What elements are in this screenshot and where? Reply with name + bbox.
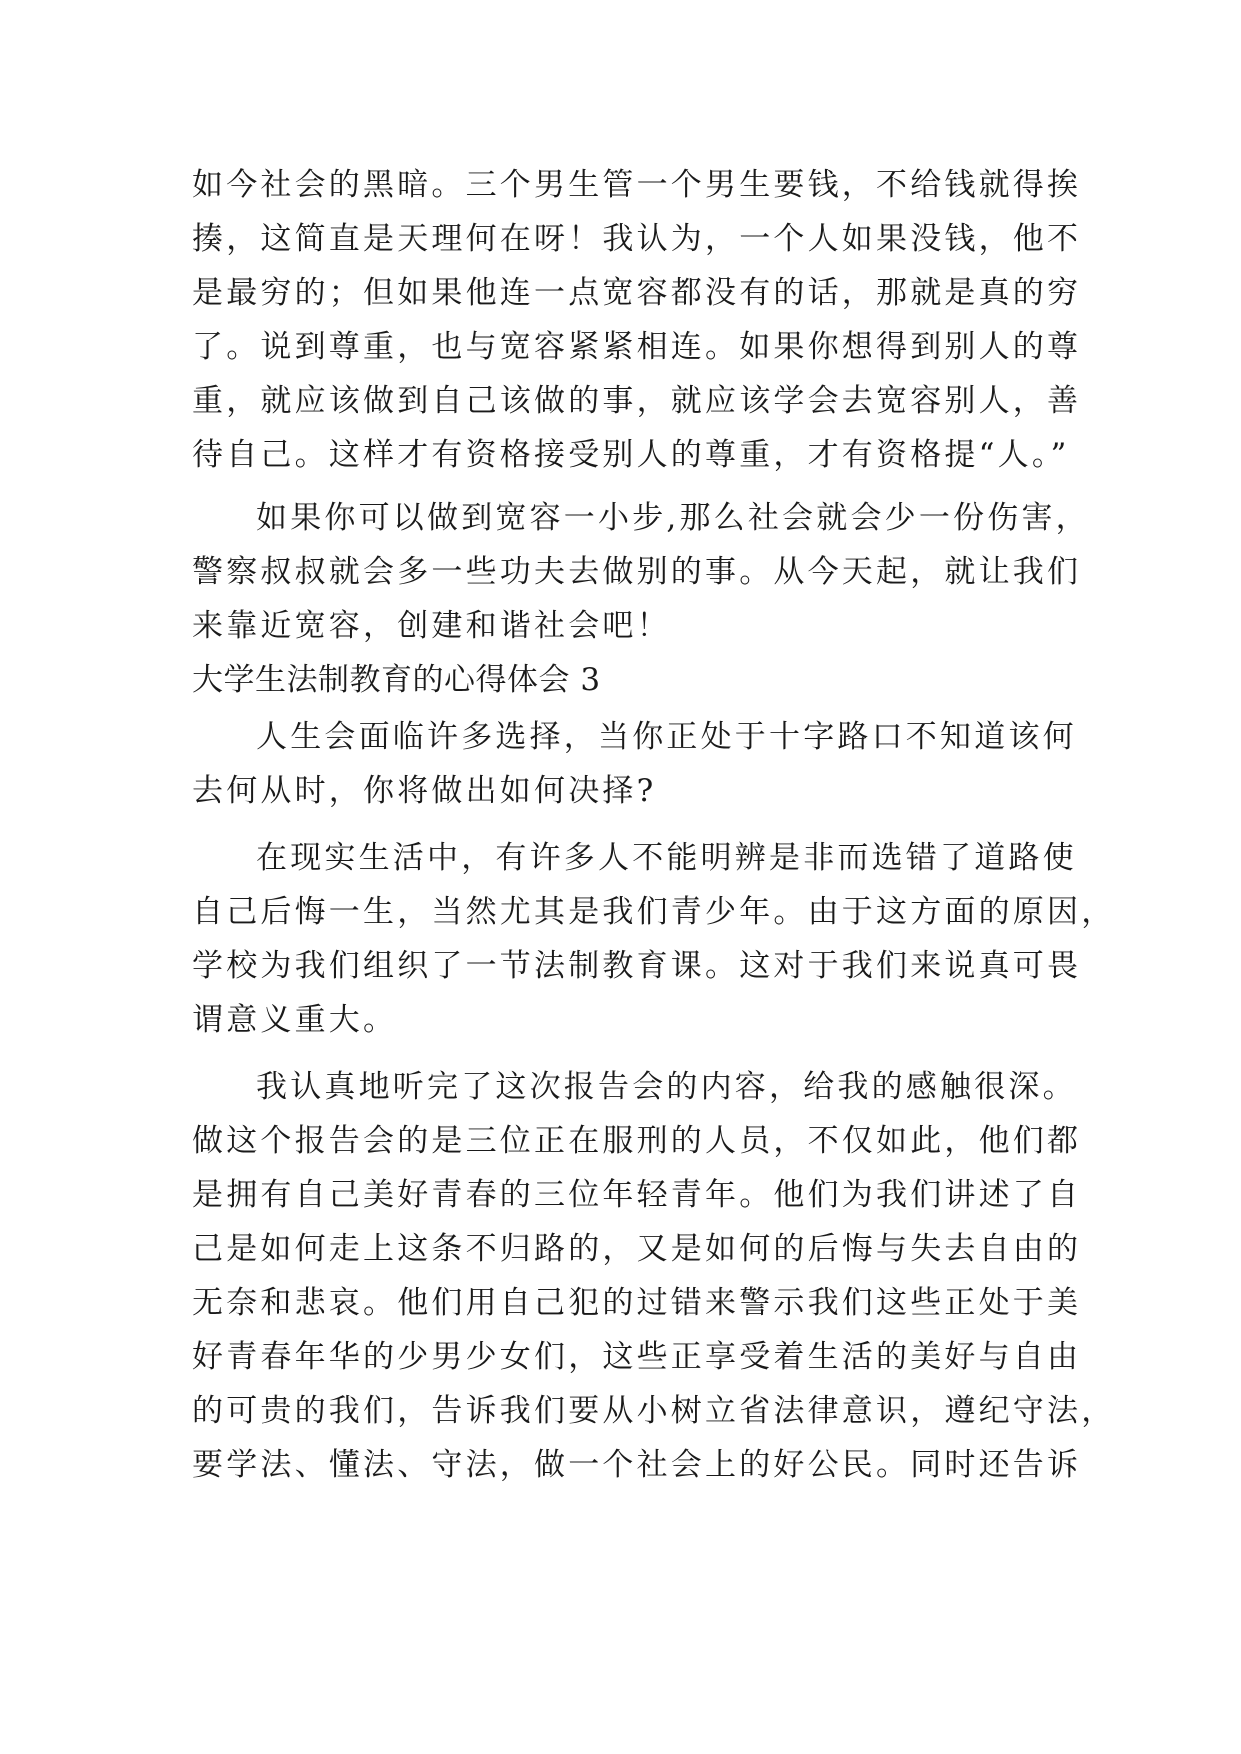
paragraph-line: 来靠近宽容，创建和谐社会吧！ bbox=[192, 608, 671, 644]
paragraph-line: 谓意义重大。 bbox=[192, 1002, 398, 1038]
paragraph-line: 要学法、懂法、守法，做一个社会上的好公民。同时还告诉 bbox=[192, 1447, 1082, 1483]
paragraph-line: 待自己。这样才有资格接受别人的尊重，才有资格提“人。” bbox=[192, 437, 1070, 473]
paragraph-line: 在现实生活中，有许多人不能明辨是非而选错了道路使 bbox=[256, 840, 1077, 876]
paragraph-line: 了。说到尊重，也与宽容紧紧相连。如果你想得到别人的尊 bbox=[192, 329, 1082, 365]
paragraph-line: 如今社会的黑暗。三个男生管一个男生要钱，不给钱就得挨 bbox=[192, 167, 1082, 203]
paragraph-line: 去何从时，你将做出如何决择? bbox=[192, 773, 657, 809]
paragraph-line: 无奈和悲哀。他们用自己犯的过错来警示我们这些正处于美 bbox=[192, 1285, 1082, 1321]
paragraph-line: 揍，这简直是天理何在呀！我认为，一个人如果没钱，他不 bbox=[192, 221, 1082, 257]
paragraph-line: 学校为我们组织了一节法制教育课。这对于我们来说真可畏 bbox=[192, 948, 1082, 984]
paragraph-line: 是拥有自己美好青春的三位年轻青年。他们为我们讲述了自 bbox=[192, 1177, 1082, 1213]
paragraph-line: 做这个报告会的是三位正在服刑的人员，不仅如此，他们都 bbox=[192, 1123, 1082, 1159]
paragraph-line: 我认真地听完了这次报告会的内容，给我的感触很深。 bbox=[256, 1069, 1077, 1105]
paragraph-line: 警察叔叔就会多一些功夫去做别的事。从今天起，就让我们 bbox=[192, 554, 1082, 590]
paragraph-line: 如果你可以做到宽容一小步,那么社会就会少一份伤害， bbox=[256, 500, 1090, 536]
paragraph-line: 自己后悔一生，当然尤其是我们青少年。由于这方面的原因， bbox=[192, 894, 1116, 930]
paragraph-line: 人生会面临许多选择，当你正处于十字路口不知道该何 bbox=[256, 719, 1077, 755]
section-heading: 大学生法制教育的心得体会 3 bbox=[192, 662, 601, 698]
paragraph-line: 好青春年华的少男少女们，这些正享受着生活的美好与自由 bbox=[192, 1339, 1082, 1375]
paragraph-line: 是最穷的；但如果他连一点宽容都没有的话，那就是真的穷 bbox=[192, 275, 1082, 311]
paragraph-line: 重，就应该做到自己该做的事，就应该学会去宽容别人，善 bbox=[192, 383, 1082, 419]
paragraph-line: 的可贵的我们，告诉我们要从小树立省法律意识，遵纪守法， bbox=[192, 1393, 1116, 1429]
paragraph-line: 己是如何走上这条不归路的，又是如何的后悔与失去自由的 bbox=[192, 1231, 1082, 1267]
